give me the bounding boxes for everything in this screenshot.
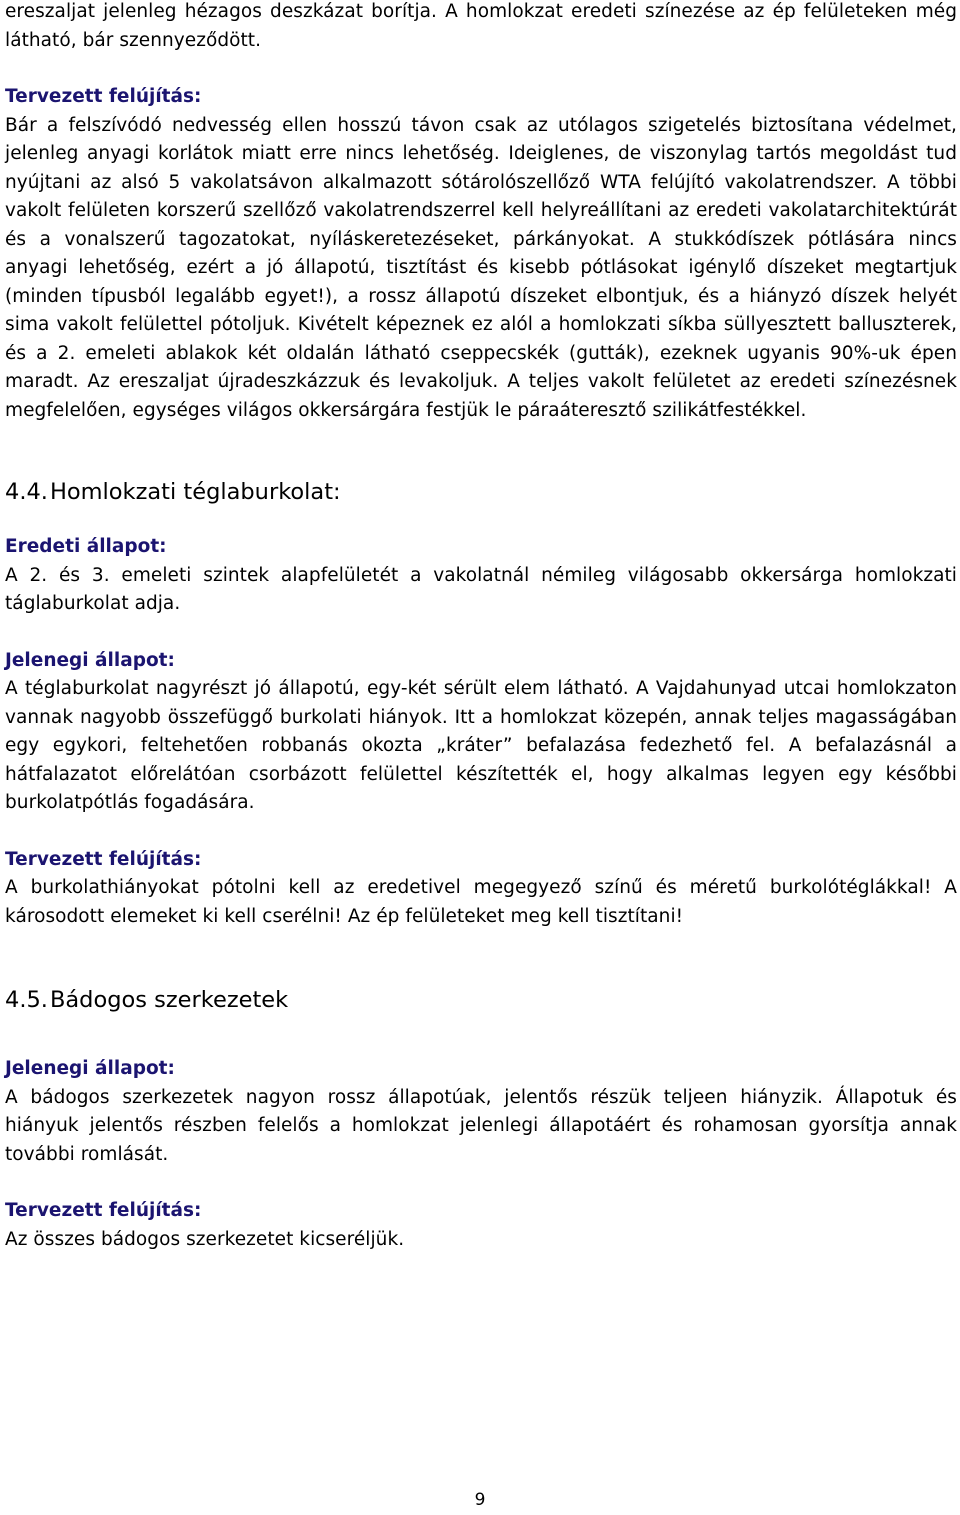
section-title: Homlokzati téglaburkolat: bbox=[49, 479, 341, 505]
planned-renovation-paragraph: Az összes bádogos szerkezetet kicseréljük. bbox=[5, 1228, 405, 1250]
section-number: 4.4. bbox=[5, 479, 48, 505]
page-content bbox=[5, 0, 957, 1254]
page-number: 9 bbox=[474, 1490, 486, 1510]
planned-renovation-paragraph: Bár a felszívódó nedvesség ellen hosszú távon csak az utólagos szigetelés biztosítana védelmet, jelenleg anyagi korlátok miatt erre nincs lehetőség. Ideiglenes, de viszonylag tartós megoldást tud nyújtani az alsó 5 vakolatsávon alkalmazott sótárolószellőző WTA felújító vakolatrendszer. A többi vakolt felületen korszerű szellőző vakolatrendszerrel kell helyreállítani az eredeti vakolatarchitektúrát és a vonalszerű tagozatokat, nyíláskeretezéseket, párkányokat. A stukkódíszek pótlására nincs anyagi lehetőség, ezért a jó állapotú, tisztítást és kisebb pótlásokat igénylő díszeket megtartjuk (minden típusból legalább egyet!), a rossz állapotú díszeket elbontjuk, és a hiányzó díszek helyét sima vakolt felülettel pótoljuk. Kivételt képeznek ez alól a homlokzati síkba süllyesztett balluszterek, és a 2. emeleti ablakok két oldalán látható cseppecskék (gutták), ezeknek ugyanis 90%-uk épen maradt. Az ereszaljat újradeszkázzuk és levakoljuk. A teljes vakolt felületet az eredeti színezésnek megfelelően, egységes világos okkersárgára festjük le páraáteresztő szilikátfestékkel. bbox=[5, 114, 957, 421]
section-heading-4-4 bbox=[5, 477, 957, 507]
section-heading-4-5 bbox=[5, 985, 957, 1015]
intro-paragraph: ereszaljat jelenleg hézagos deszkázat borítja. A homlokzat eredeti színezése az ép felületeken még látható, bár szennyeződött. bbox=[5, 1, 957, 51]
planned-renovation-label: Tervezett felújítás: bbox=[5, 1200, 202, 1221]
section-number: 4.5. bbox=[5, 987, 48, 1013]
current-state-label: Jelenegi állapot: bbox=[5, 649, 175, 671]
current-state-paragraph: A bádogos szerkezetek nagyon rossz állapotúak, jelentős részük teljeen hiányzik. Állapotuk és hiányuk jelentős részben felelős a homlokzat jelenlegi állapotáért és rohamosan gyorsítja annak további romlását. bbox=[5, 1086, 957, 1165]
original-state-paragraph: A 2. és 3. emeleti szintek alapfelületét a vakolatnál némileg világosabb okkersárga homlokzati táglaburkolat adja. bbox=[5, 564, 957, 614]
planned-renovation-label: Tervezett felújítás: bbox=[5, 848, 202, 870]
section-title: Bádogos szerkezetek bbox=[49, 987, 289, 1013]
current-state-paragraph: A téglaburkolat nagyrészt jó állapotú, egy-két sérült elem látható. A Vajdahunyad utcai homlokzaton vannak nagyobb összefüggő burkolati hiányok. Itt a homlokzat közepén, annak teljes magasságában egy egykori, feltehetően robbanás okozta „kráter” befalazása fedezhető fel. A befalazásnál a hátfalazatot előrelátóan csorbázott felülettel készítették el, hogy alkalmas legyen egy későbbi burkolatpótlás fogadására. bbox=[5, 678, 957, 813]
planned-renovation-paragraph: A burkolathiányokat pótolni kell az eredetivel megegyező színű és méretű burkolótéglákkal! A károsodott elemeket ki kell cserélni! Az ép felületeket meg kell tisztítani! bbox=[5, 877, 957, 927]
original-state-label: Eredeti állapot: bbox=[5, 536, 167, 557]
current-state-label: Jelenegi állapot: bbox=[5, 1058, 175, 1079]
planned-renovation-label: Tervezett felújítás: bbox=[5, 86, 202, 107]
